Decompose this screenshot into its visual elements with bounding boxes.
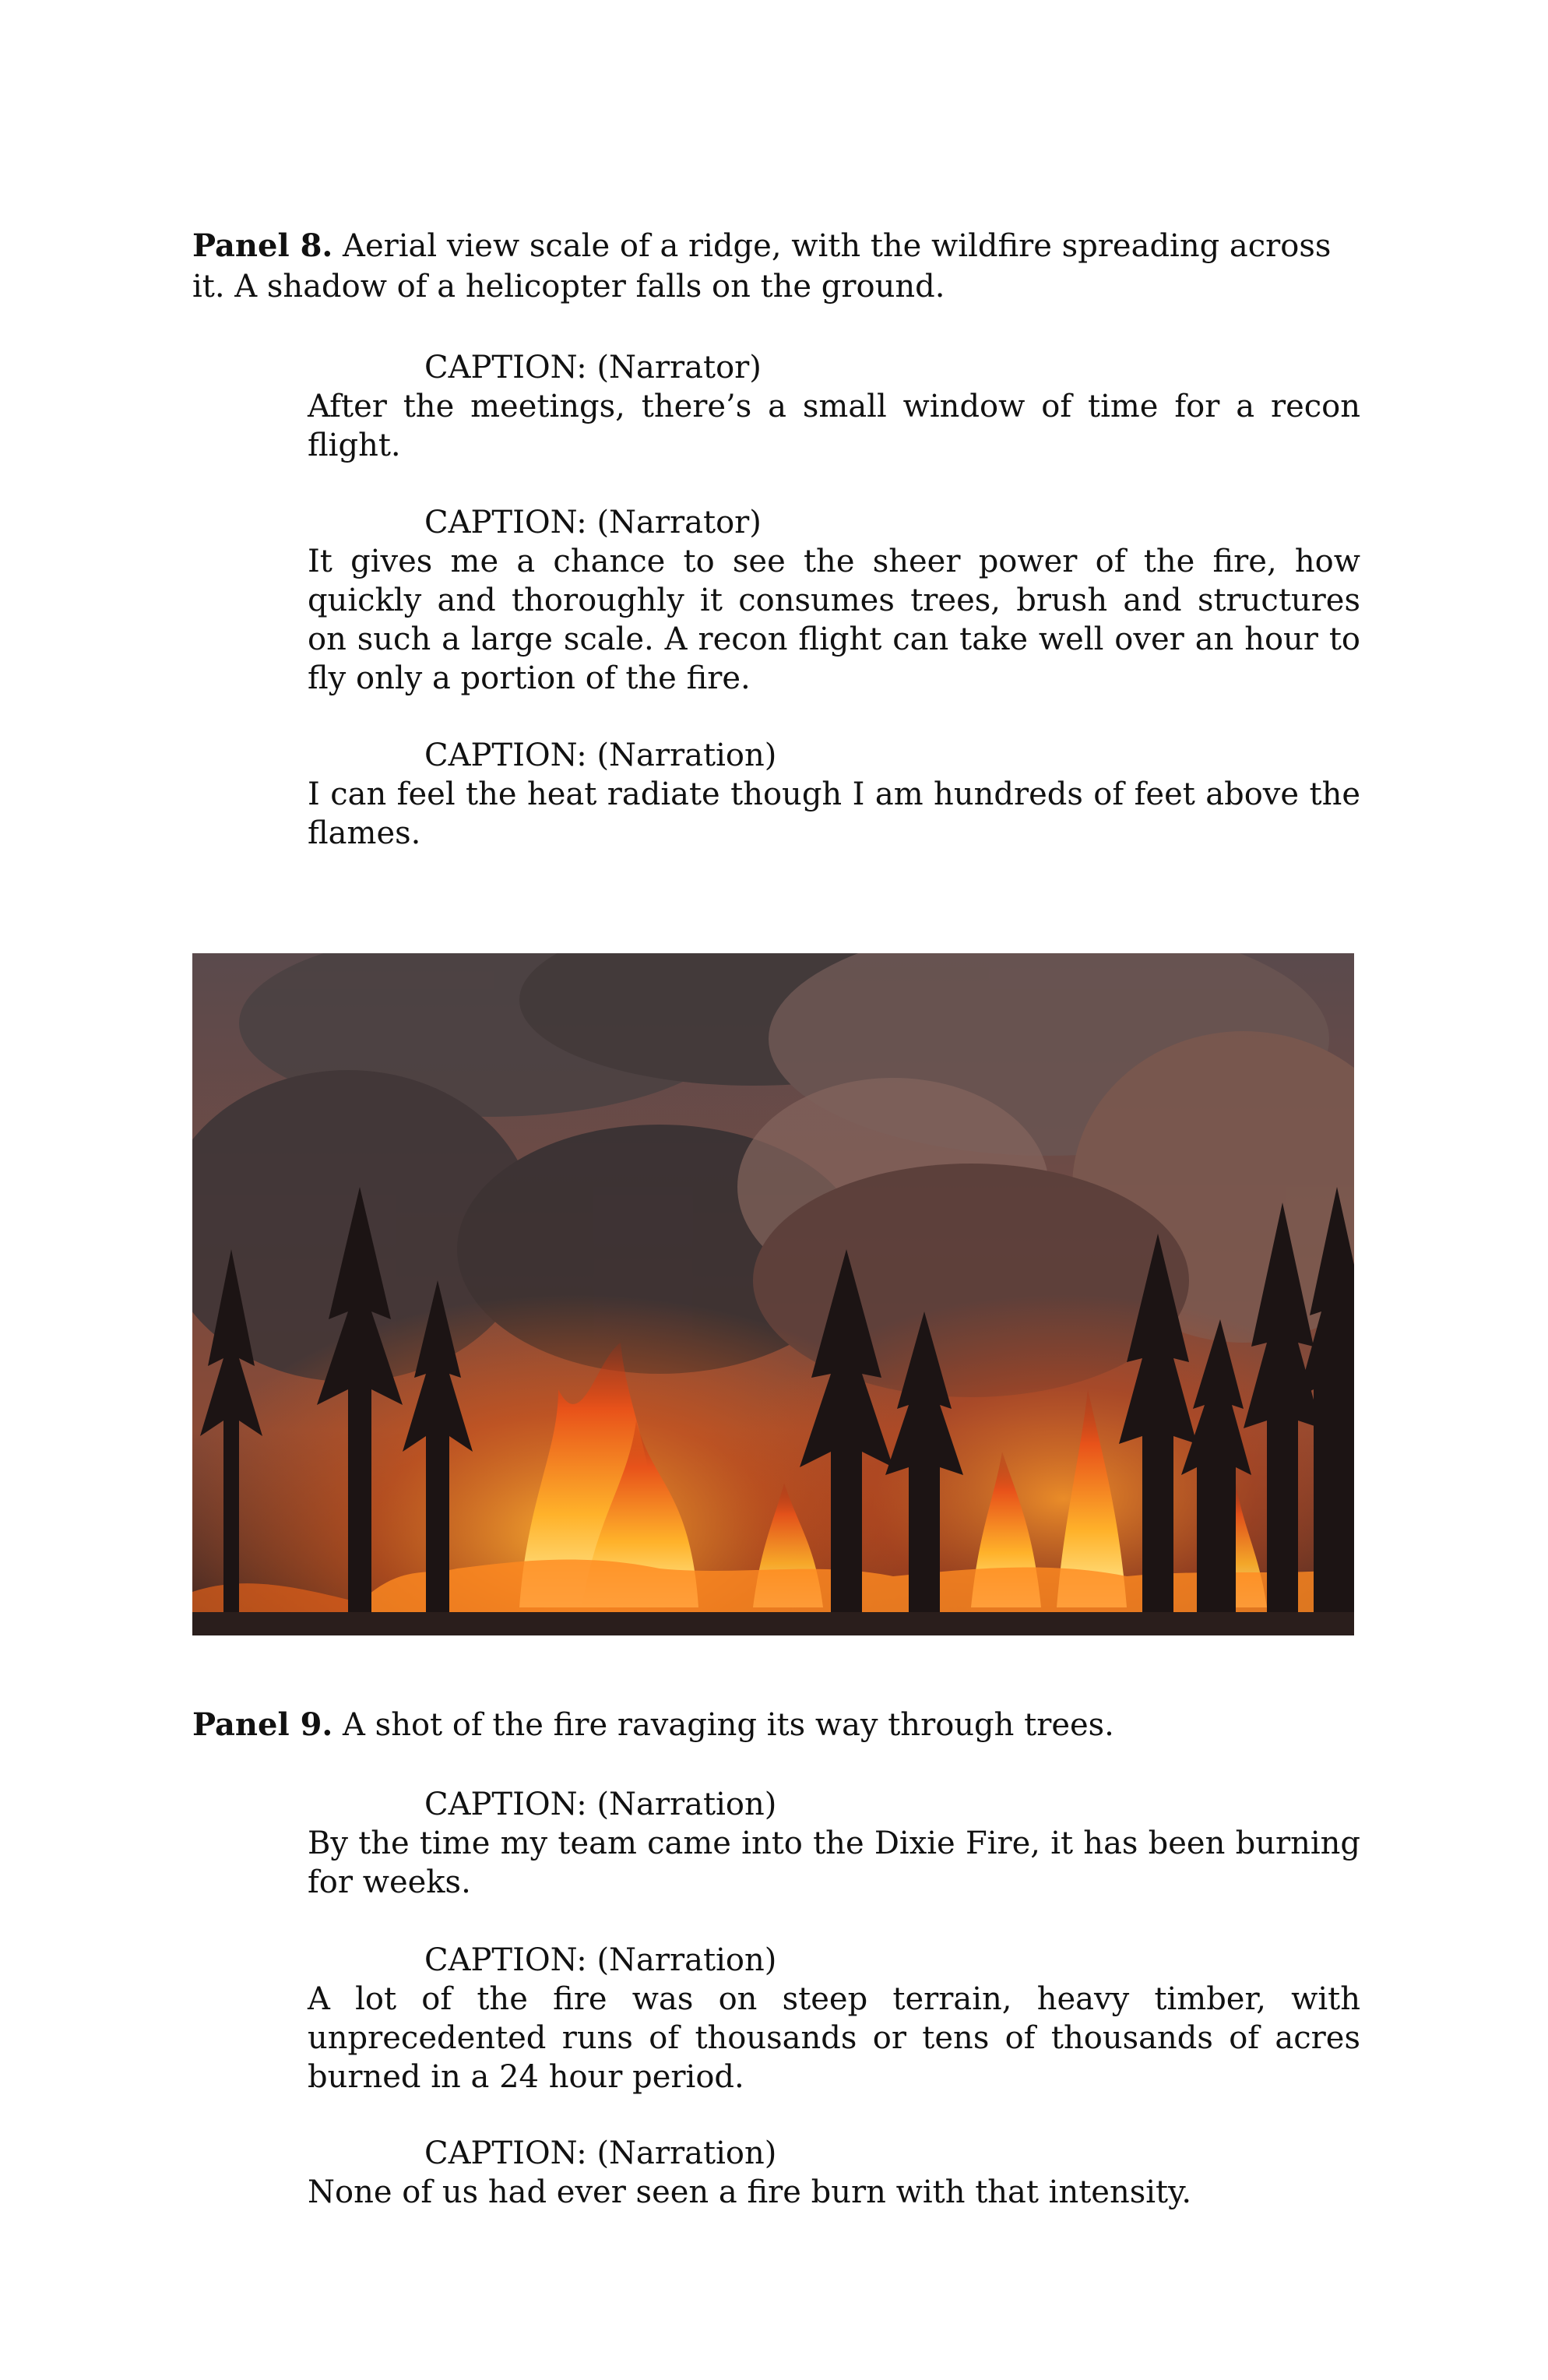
panel-9-caption-2 — [308, 1941, 1360, 2097]
panel-8-description: Aerial view scale of a ridge, with the wildfire spreading across it. A shadow of a helicopter falls on the ground. — [192, 228, 1332, 305]
panel-9-heading — [192, 1705, 1360, 1745]
caption-tag: CAPTION: (Narration) — [424, 738, 777, 773]
forest-fire-photo — [192, 953, 1354, 1635]
panel-8-caption-1 — [308, 348, 1360, 465]
caption-tag: CAPTION: (Narrator) — [424, 505, 762, 540]
caption-text: It gives me a chance to see the sheer power of the fire, how quickly and thoroughly it consumes trees, brush and structures on such a large scale. A recon flight can take well over an hour to fly only a portion of the fire. — [308, 544, 1360, 696]
caption-text: A lot of the fire was on steep terrain, heavy timber, with unprecedented runs of thousands or tens of thousands of acres burned in a 24 hour period. — [308, 1981, 1360, 2095]
panel-9-description: A shot of the fire ravaging its way through trees. — [332, 1707, 1114, 1743]
panel-8-label: Panel 8. — [192, 227, 333, 264]
ground — [192, 1612, 1354, 1635]
caption-tag: CAPTION: (Narrator) — [424, 350, 762, 386]
panel-8-heading — [192, 226, 1360, 307]
caption-text: I can feel the heat radiate though I am hundreds of feet above the flames. — [308, 776, 1360, 851]
panel-9-caption-1 — [308, 1785, 1360, 1902]
forest-fire-illustration — [192, 953, 1354, 1635]
caption-text: By the time my team came into the Dixie Fire, it has been burning for weeks. — [308, 1825, 1360, 1900]
caption-text: After the meetings, there’s a small window of time for a recon flight. — [308, 389, 1360, 463]
panel-9-caption-3 — [308, 2134, 1360, 2212]
caption-tag: CAPTION: (Narration) — [424, 1787, 777, 1822]
caption-text: None of us had ever seen a fire burn with that intensity. — [308, 2174, 1192, 2210]
panel-8-caption-2 — [308, 503, 1360, 698]
caption-tag: CAPTION: (Narration) — [424, 1942, 777, 1978]
caption-tag: CAPTION: (Narration) — [424, 2135, 777, 2171]
panel-8-caption-3 — [308, 736, 1360, 853]
panel-9-label: Panel 9. — [192, 1706, 333, 1743]
